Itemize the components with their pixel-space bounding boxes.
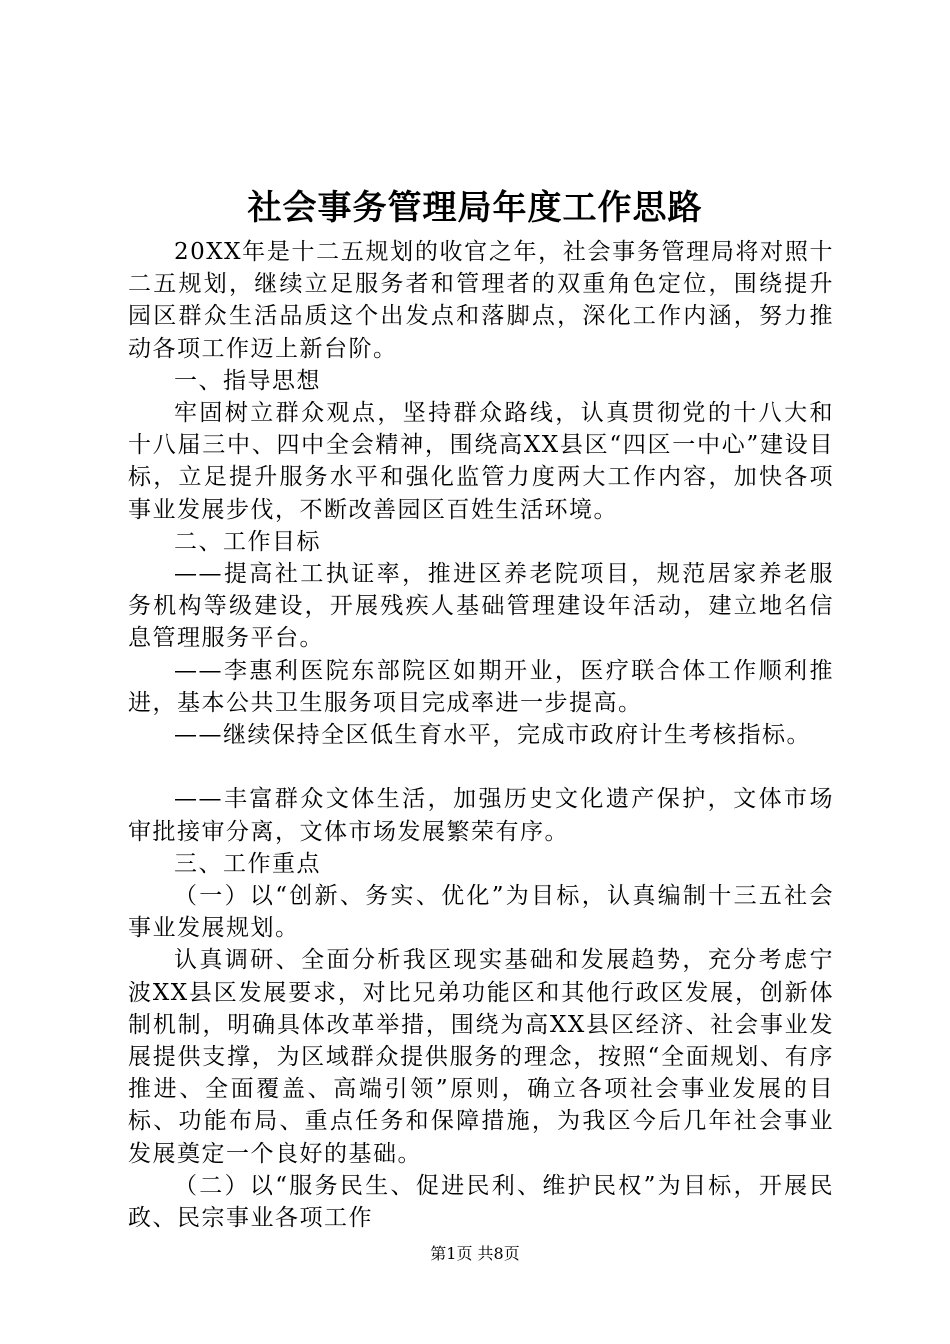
heading-work-focus: 三、工作重点 xyxy=(174,850,321,877)
paragraph-goal-birth-rate: ——继续保持全区低生育水平，完成市政府计生考核指标。 xyxy=(174,722,811,749)
paragraph-goal-hospital: ——李惠利医院东部院区如期开业，医疗联合体工作顺利推进，基本公共卫生服务项目完成率进一步提高。 xyxy=(128,657,834,716)
page-footer: 第1页 共8页 xyxy=(430,1244,520,1263)
paragraph-intro: 20XX年是十二五规划的收官之年，社会事务管理局将对照十二五规划，继续立足服务者和管理者的双重角色定位，围绕提升园区群众生活品质这个出发点和落脚点，深化工作内涵，努力推动各项工作迈上新台阶。 xyxy=(128,239,834,362)
paragraph-focus-two: （二）以“服务民生、促进民利、维护民权”为目标，开展民政、民宗事业各项工作 xyxy=(128,1172,834,1232)
paragraph-goal-social-work: ——提高社工执证率，推进区养老院项目，规范居家养老服务机构等级建设，开展残疾人基础管理建设年活动，建立地名信息管理服务平台。 xyxy=(128,561,834,652)
document-title: 社会事务管理局年度工作思路 xyxy=(247,188,703,228)
document-body xyxy=(128,236,834,1234)
heading-work-goals: 二、工作目标 xyxy=(174,528,321,555)
heading-guiding-thought: 一、指导思想 xyxy=(174,367,321,394)
paragraph-goal-culture: ——丰富群众文体生活，加强历史文化遗产保护，文体市场审批接审分离，文体市场发展繁荣有序。 xyxy=(128,786,834,845)
paragraph-guiding-thought: 牢固树立群众观点，坚持群众路线，认真贯彻党的十八大和十八届三中、四中全会精神，围绕高XX县区“四区一中心”建设目标，立足提升服务水平和强化监管力度两大工作内容，加快各项事业发展步伐，不断改善园区百姓生活环境。 xyxy=(128,400,834,523)
blank-line xyxy=(128,751,834,783)
paragraph-focus-one: （一）以“创新、务实、优化”为目标，认真编制十三五社会事业发展规划。 xyxy=(128,883,834,942)
paragraph-research: 认真调研、全面分析我区现实基础和发展趋势，充分考虑宁波XX县区发展要求，对比兄弟功能区和其他行政区发展，创新体制机制，明确具体改革举措，围绕为高XX县区经济、社会事业发展提供支撑，为区域群众提供服务的理念，按照“全面规划、有序推进、全面覆盖、高端引领”原则，确立各项社会事业发展的目标、功能布局、重点任务和保障措施，为我区今后几年社会事业发展奠定一个良好的基础。 xyxy=(128,947,834,1167)
